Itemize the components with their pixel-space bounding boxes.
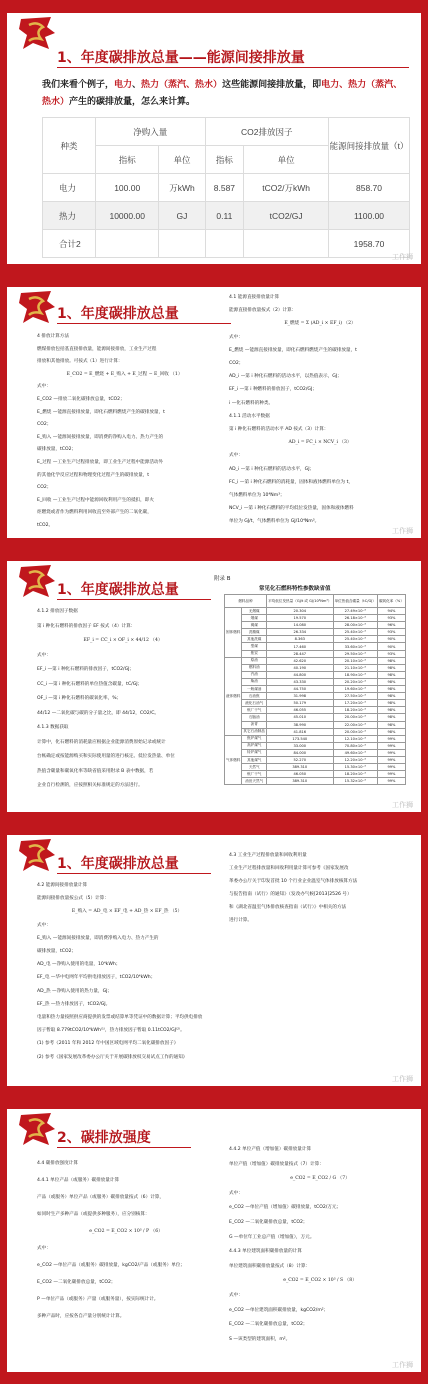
doc-text-line: 式中： (37, 922, 51, 928)
fuel-table-cell: 93% (377, 629, 405, 636)
fuel-table-row (225, 643, 406, 650)
fuel-table-row (225, 686, 406, 693)
fuel-table-cell: 12.10×10⁻³ (333, 735, 377, 742)
doc-text-line: 气体燃料单位为 10⁴Nm³； (229, 493, 285, 498)
doc-text-line: 式中： (229, 453, 243, 459)
slide-emission-intensity (7, 1103, 421, 1377)
fuel-table-cell: 其他煤气 (242, 756, 267, 763)
doc-text-line: 4.4 碳排放强度计算 (37, 1161, 78, 1166)
title-underline (57, 873, 211, 874)
doc-text-line: 4.1.3 数据获取 (37, 725, 69, 730)
doc-text-line: AD_电 —净购入使用的电量，10⁴kWh； (37, 962, 121, 968)
fuel-table-cell: 44.750 (267, 686, 334, 693)
doc-text-line: 第 i 种化石燃料的活动水平 AD 按式（3）计算： (229, 427, 329, 432)
fuel-table-row (225, 615, 406, 622)
fuel-table-row (225, 671, 406, 678)
fuel-table-row (225, 728, 406, 735)
fuel-table-row (225, 714, 406, 721)
slide-top-bar (7, 555, 421, 561)
slide-title: 1、年度碳排放总量 (57, 856, 179, 872)
doc-text-line: 的其他化学反应过程和物理变化过程产生的碳排放量，t (37, 472, 150, 478)
doc-text-line: AD_热 —净购入使用的热力量，GJ； (37, 988, 113, 994)
doc-text-line: 式中： (229, 1293, 243, 1298)
slide-title: 1、年度碳排放总量——能源间接排放量 (57, 50, 305, 66)
slide-bottom-bar (7, 538, 421, 543)
fuel-table-cell: 41.816 (267, 728, 334, 735)
slide-top-bar (7, 7, 421, 13)
title-underline (57, 67, 409, 68)
fuel-table-cell: 99% (377, 771, 405, 778)
fuel-table-cell: 46.055 (267, 707, 334, 714)
doc-text-line: 企业自行检测的，应按照相关标准规定的方法进行。 (37, 783, 143, 788)
slide-indirect-calculation (7, 829, 421, 1091)
fuel-table-cell: 炼厂干气 (242, 771, 267, 778)
doc-text-line: E_CO2 —二氧化碳排放总量，tCO2； (229, 1322, 308, 1328)
slide-bottom-bar (7, 1372, 421, 1377)
fuel-table-cell: 洗精煤 (242, 629, 267, 636)
fuel-table-cell: 44.800 (267, 671, 334, 678)
doc-text-line: 与报告指南（试行）的通知》（发改办气候[2013]2526 号） (229, 892, 352, 897)
fuel-table-cell: 98% (377, 678, 405, 685)
fuel-table-cell: 油田天然气 (242, 778, 267, 785)
fuel-group-label: 固体燃料 (225, 608, 242, 658)
fuel-table-cell: 90% (377, 643, 405, 650)
fuel-table-cell: 20.304 (267, 608, 334, 615)
fuel-table-cell: 28.00×10⁻³ (333, 622, 377, 629)
fuel-table-cell: 高炉煤气 (242, 742, 267, 749)
doc-text-line: 式中： (37, 384, 51, 390)
fuel-table-cell: 柴油 (242, 678, 267, 685)
doc-text-line: 式中： (229, 334, 243, 340)
doc-text-line: 因子暂取 8.779tCO2/10⁴kWh⁽¹⁾，热力排放因子暂取 0.11tCO2/GJ⁽²⁾。 (37, 1028, 185, 1034)
doc-text-line: E_回收 —工业生产过程中能源回收利用产生的抵扣，即火 (37, 497, 154, 503)
fuel-table-cell: 型煤 (242, 643, 267, 650)
fuel-table-cell: 90% (377, 636, 405, 643)
doc-text-line: E_燃烧 —能源直接排放量，即化石燃料燃烧产生的碳排放量，t (229, 347, 357, 353)
doc-text-line: 电量和热力量按照供应商提供的发票或结算单等凭证中的数据计算；平均供电排放 (37, 1015, 203, 1020)
fuel-table-cell: 70.80×10⁻³ (333, 742, 377, 749)
col-purchase-header: 净购入量 (96, 118, 206, 146)
fuel-table-cell: 42.620 (267, 657, 334, 664)
doc-text-line: 革委办公厅关于印发首批 10 个行业企业温室气体排放核算方法 (229, 879, 358, 884)
fuel-table-cell: 27.49×10⁻³ (333, 608, 377, 615)
watermark: 工作狮 (392, 253, 413, 261)
fuel-table-row (225, 778, 406, 785)
fuel-table-cell: 98% (377, 714, 405, 721)
doc-text-line: S —该类型的建筑面积，m²。 (229, 1336, 291, 1342)
fuel-table-cell: 43.330 (267, 678, 334, 685)
fuel-table-cell: 99% (377, 778, 405, 785)
fuel-table-cell: 焦炉煤气 (242, 735, 267, 742)
watermark: 工作狮 (392, 801, 413, 809)
fuel-table-cell: 19.60×10⁻³ (333, 686, 377, 693)
fuel-table-row (225, 657, 406, 664)
fuel-table-row (225, 756, 406, 763)
calligraphy-seal-icon (17, 561, 57, 601)
fuel-table-cell: 8.363 (267, 636, 334, 643)
doc-text-line: EF_电 —华中电网年平均供电排放因子，tCO2/10⁴kWh； (37, 975, 156, 981)
appendix-label: 附录 B (214, 576, 231, 582)
fuel-table-cell: 28.447 (267, 650, 334, 657)
doc-text-line: 44/12 —二氧化碳与碳的分子量之比，即 44/12，CO2/C。 (37, 710, 159, 716)
doc-text-line: 4.1 能源直接排放量计算 (229, 295, 280, 300)
doc-text-line: 式中： (37, 652, 51, 658)
slide-bottom-bar (7, 812, 421, 817)
fuel-table-cell: 27.50×10⁻³ (333, 693, 377, 700)
doc-text-line: e_CO2 = E_CO2 × 10³ / S （8） (283, 1278, 357, 1284)
doc-text-line: e_CO2 —单位产值（增加值）碳排放量，tCO2/万元； (229, 1205, 342, 1211)
fuel-table-cell: 93% (377, 615, 405, 622)
slide-title: 1、年度碳排放总量 (57, 582, 179, 598)
col-factor-header: CO2排放因子 (205, 118, 328, 146)
slide-top-bar (7, 829, 421, 835)
fuel-table-cell: 98% (377, 664, 405, 671)
fuel-table-cell: 40.190 (267, 664, 334, 671)
fuel-table-row (225, 700, 406, 707)
fuel-table-cell: 原油 (242, 657, 267, 664)
fuel-table-row (225, 664, 406, 671)
doc-text-line: 炬燃烧或者作为燃料利用回收直至外部产生的二氧化碳， (37, 510, 152, 516)
doc-text-line: G —单位年工业总产值（增加值），万元。 (229, 1234, 315, 1240)
fuel-table-cell: 沥青 (242, 721, 267, 728)
fuel-table-row (225, 650, 406, 657)
doc-text-line: OF_i —第 i 种化石燃料的碳氧化率，%； (37, 696, 122, 701)
slide-energy-indirect-example (7, 7, 421, 269)
fuel-table-cell: 21.10×10⁻³ (333, 664, 377, 671)
fuel-table-cell: 50.179 (267, 700, 334, 707)
fuel-table-cell: 14.080 (267, 622, 334, 629)
calligraphy-seal-icon (17, 287, 57, 327)
fuel-table-cell: 98% (377, 721, 405, 728)
doc-text-line: P —单位产品（或服务）产量（或服务量），按实际统计计。 (37, 1297, 159, 1302)
fuel-table-cell: 20.20×10⁻³ (333, 678, 377, 685)
fuel-table-cell: 52.270 (267, 756, 334, 763)
doc-text-line: E_CO2 —二氧化碳排放总量，tCO2； (37, 1280, 116, 1285)
table-row: 电力 100.00 万kWh 8.587 tCO2/万kWh 858.70 (43, 174, 410, 202)
fuel-table-cell: 49.60×10⁻³ (333, 749, 377, 756)
doc-text-line: 第 i 种化石燃料的排放因子 EF 按式（4）计算： (37, 623, 136, 629)
fuel-table-row (225, 678, 406, 685)
table-row: 热力 10000.00 GJ 0.11 tCO2/GJ 1100.00 (43, 202, 410, 230)
fuel-table-cell: 94% (377, 608, 405, 615)
doc-text-line: AD_i —第 i 种化石燃料的活动水平，以热值表示，GJ； (229, 374, 342, 380)
slide-top-bar (7, 281, 421, 287)
fuel-table-cell: 无烟煤 (242, 608, 267, 615)
fuel-table-row (225, 721, 406, 728)
doc-text-line: 多种产品时，应按各自产量分别统计计算。 (37, 1314, 125, 1319)
fuel-table-row (225, 693, 406, 700)
fuel-group-label: 气体燃料 (225, 735, 242, 785)
doc-text-line: 单位产值（增加值）碳排放量按式（7）计算： (229, 1161, 324, 1167)
fuel-table-row (225, 629, 406, 636)
doc-text-line: 单位建筑面积碳排放量按式（8）计算： (229, 1263, 311, 1269)
doc-text-line: 能源间接排放量按公式（5）计算： (37, 896, 109, 902)
fuel-table-cell: 一般煤油 (242, 686, 267, 693)
doc-text-line: CO2； (229, 361, 244, 366)
doc-text-line: CO2； (37, 485, 52, 491)
doc-text-line: 工业生产过程排放量和回收利用量计算可参考《国家发展改 (229, 866, 349, 871)
fuel-table-cell: 98% (377, 707, 405, 714)
doc-text-line: E_购入 —能源间接排放量，即消费的净购入电力、热力产生的 (37, 434, 164, 440)
fuel-table-row (225, 622, 406, 629)
doc-text-line: 4.1.1 活动水平数据 (229, 413, 270, 419)
fuel-table-cell: 98% (377, 728, 405, 735)
fuel-table-cell: 98% (377, 657, 405, 664)
fuel-table-row (225, 764, 406, 771)
doc-text-line: 产品（或服务）单位产品（或服务）碳排放量按式（6）计算， (37, 1195, 164, 1200)
fuel-table-cell: 石脑油 (242, 714, 267, 721)
doc-text-line: (2) 参考《国家发展改革委办公厅关于开展碳排放权交易试点工作的通知》 (37, 1054, 188, 1060)
fuel-table-cell: 25.40×10⁻³ (333, 636, 377, 643)
doc-text-line: EF_热 —热力排放因子，tCO2/GJ。 (37, 1001, 111, 1007)
doc-text-line: 如同时生产多种产品（或提供多种服务），应分别核算： (37, 1212, 150, 1217)
fuel-table-cell: 20.00×10⁻³ (333, 728, 377, 735)
doc-text-line: e_CO2 = E_CO2 / G （7） (290, 1176, 350, 1182)
doc-text-line: E_CO2 —排放二氧化碳排放总量，tCO2； (37, 397, 125, 402)
table-total-row: 合计2 1958.70 (43, 230, 410, 258)
doc-text-line: E_过程 —工业生产过程排放量，即工业生产过程中能源活动外 (37, 460, 164, 465)
fuel-table-cell: 45.010 (267, 714, 334, 721)
fuel-table-cell: 石油焦 (242, 693, 267, 700)
fuel-table-cell: 17.20×10⁻³ (333, 700, 377, 707)
doc-text-line: 碳排放量，tCO2； (37, 949, 77, 954)
fuel-table-cell: 25.40×10⁻³ (333, 629, 377, 636)
doc-text-line: 4.4.1 单位产品（或服务）碳排放量计算 (37, 1178, 120, 1183)
fuel-table-cell: 燃料油 (242, 664, 267, 671)
col-emission-header: 能源间接排放量（t） (329, 118, 410, 174)
doc-text-line: 和《湖北省温室气体排放核查指南（试行）》中相关的方法 (229, 905, 347, 910)
doc-text-line: EF_i —第 i 种化石燃料的排放因子，tCO2/GJ； (37, 667, 135, 672)
fuel-table-cell: 18.20×10⁻³ (333, 771, 377, 778)
fuel-table-cell: 99% (377, 742, 405, 749)
watermark: 工作狮 (392, 1075, 413, 1083)
sub-indicator-header: 指标 (205, 146, 244, 174)
doc-text-line: 计算中，化石燃料的消耗量应根据企业能源消费原始记录或统计 (37, 739, 166, 745)
fuel-table-cell: 其它石油制品 (242, 728, 267, 735)
doc-text-line: E_CO2 = E_燃烧 + E_购入 + E_过程 − E_回收 （1） (66, 371, 183, 377)
fuel-table-cell: 99% (377, 756, 405, 763)
doc-text-line: e_CO2 = E_CO2 × 10³ / P （6） (89, 1229, 163, 1234)
doc-text-line: 式中： (37, 1246, 51, 1251)
fuel-table-cell: 22.00×10⁻³ (333, 721, 377, 728)
fuel-table-cell: 17.460 (267, 643, 334, 650)
slide-emission-factor (7, 555, 421, 817)
fuel-table-cell: 33.000 (267, 742, 334, 749)
calligraphy-seal-icon (17, 835, 57, 875)
doc-text-line: 4.1.2 排放因子数据 (37, 609, 78, 614)
fuel-table-row (225, 707, 406, 714)
doc-text-line: 碳排放量，tCO2； (37, 447, 77, 453)
watermark: 工作狮 (392, 1361, 413, 1369)
fuel-table-cell: 20.00×10⁻³ (333, 714, 377, 721)
emission-table (42, 117, 410, 258)
fuel-table-cell: 炼厂干气 (242, 707, 267, 714)
fuel-table-cell: 98% (377, 700, 405, 707)
slide-title: 2、碳排放强度 (57, 1130, 151, 1146)
doc-text-line: FC_i —第 i 种化石燃料的消耗量，固体和液体燃料单位为 t， (229, 479, 353, 485)
fuel-table-cell: 26.18×10⁻³ (333, 615, 377, 622)
doc-text-line: NCV_i —第 i 种化石燃料的平均低位发热量，固体和液体燃料 (229, 506, 354, 512)
sub-unit-header: 单位 (244, 146, 329, 174)
doc-text-line: E_购入 = AD_电 × EF_电 + AD_热 × EF_热 （5） (71, 909, 183, 915)
intro-text: 我们来看个例子，电力、热力（蒸汽、热水）这些能源间接排放量，即电力、热力（蒸汽、热水）产生的碳排放量，怎么来计算。 (42, 80, 403, 107)
fuel-table-cell: 12.20×10⁻³ (333, 756, 377, 763)
doc-text-line: AD_i —第 i 种化石燃料的活动水平，GJ； (229, 466, 315, 472)
doc-text-line: 台帐确定或按能源购买和实际使用量的进行核定。低位发热量、单位 (37, 754, 175, 759)
doc-text-line: 4.4.2 单位产值（增加值）碳排放量计算 (229, 1147, 312, 1152)
fuel-table-cell: 天然气 (242, 764, 267, 771)
calligraphy-seal-icon (17, 1109, 57, 1149)
doc-text-line: 燃煤排放包括基直接排放量，能源间接排放，工业生产过程 (37, 346, 157, 352)
doc-text-line: 能源直接排放量按式（2）计算： (229, 308, 297, 314)
slide-top-bar (7, 1103, 421, 1109)
fuel-table-cell: 389.310 (267, 778, 334, 785)
fuel-table-cell: 褐煤 (242, 622, 267, 629)
doc-text-line: EF_i —第 i 种燃料的排放因子，tCO2/GJ； (229, 387, 317, 393)
doc-text-line: e_CO2 —单位产品（或服务）碳排放量，kgCO2/产品（或服务）单位； (37, 1263, 186, 1268)
calligraphy-seal-icon (17, 13, 57, 53)
slide-bottom-bar (7, 264, 421, 269)
fuel-table-row (225, 771, 406, 778)
fuel-table-row (225, 608, 406, 615)
fuel-table-row (225, 742, 406, 749)
doc-text-line: E_CO2 —二氧化碳排放总量，tCO2； (229, 1220, 308, 1225)
doc-text-line: 4 排放计算方法 (37, 334, 69, 339)
fuel-table-cell: 84.000 (267, 749, 334, 756)
fuel-table-cell: 38.990 (267, 721, 334, 728)
doc-text-line: (1) 参考《2011 年和 2012 年中国区域电网平均二氧化碳排放因子》 (37, 1041, 179, 1047)
doc-text-line: tCO2。 (37, 523, 54, 528)
fuel-table-cell: 99% (377, 749, 405, 756)
fuel-table-cell: 其他洗煤 (242, 636, 267, 643)
fuel-table-cell: 173.540 (267, 735, 334, 742)
doc-text-line: e_CO2 —单位建筑面积碳排放量，kgCO2/m²； (229, 1307, 329, 1313)
title-underline (57, 323, 231, 324)
doc-text-line: AD_i = FC_i × NCV_i （3） (288, 440, 352, 446)
doc-text-line: CO2； (37, 422, 52, 428)
fuel-table-cell: 29.50×10⁻³ (333, 650, 377, 657)
fuel-table-cell: 18.20×10⁻³ (333, 707, 377, 714)
slide-calculation-method (7, 281, 421, 543)
fuel-table-cell: 15.32×10⁻³ (333, 778, 377, 785)
sub-indicator-header: 指标 (96, 146, 159, 174)
fuel-group-label: 液体燃料 (225, 657, 242, 735)
fuel-table-cell: 烟煤 (242, 615, 267, 622)
fuel-table-cell: 46.050 (267, 771, 334, 778)
title-underline (57, 599, 211, 600)
doc-text-line: 4.2 能源间接排放量计算 (37, 883, 88, 888)
doc-text-line: EF_i = CC_i × OF_i × 44/12 （4） (83, 638, 163, 643)
fuel-table-row (225, 735, 406, 742)
fuel-table-cell: 93% (377, 650, 405, 657)
doc-text-line: 4.3 工业生产过程排放量和回收利用量 (229, 853, 307, 858)
doc-text-line: 热值含碳量和碳氧化率等缺省值采用附录 B 表中数据，若 (37, 768, 154, 774)
fuel-table-cell: 99% (377, 764, 405, 771)
doc-text-line: E_燃烧 = Σ (AD_i × EF_i) （2） (284, 321, 356, 327)
doc-text-line: i —化石燃料的种类。 (229, 400, 274, 406)
fuel-table-row (225, 749, 406, 756)
fuel-table-cell: 33.60×10⁻³ (333, 643, 377, 650)
doc-text-line: 单位为 GJ/t，气体燃料单位为 GJ/10⁴Nm³。 (229, 519, 320, 525)
slide-bottom-bar (7, 1086, 421, 1091)
sub-unit-header: 单位 (159, 146, 205, 174)
doc-text-line: 4.4.3 单位建筑面积碳排放量的计算 (229, 1249, 302, 1255)
watermark: 工作狮 (392, 527, 413, 535)
doc-text-line: E_购入 —能源间接排放量，即消费净购入电力、热力产生的 (37, 935, 159, 941)
fuel-table-cell: 98% (377, 671, 405, 678)
fuel-table-title: 常见化石燃料特性参数缺省值 (259, 586, 331, 592)
fuel-table-cell: 19.570 (267, 615, 334, 622)
fuel-table-cell: 转炉煤气 (242, 749, 267, 756)
fuel-table-cell: 31.998 (267, 693, 334, 700)
fuel-table-cell: 液化石油气 (242, 700, 267, 707)
doc-text-line: 式中： (229, 1190, 243, 1196)
doc-text-line: 进行计算。 (229, 918, 252, 923)
fuel-table-cell: 汽油 (242, 671, 267, 678)
fuel-table-cell: 焦炭 (242, 650, 267, 657)
fuel-table-cell: 20.10×10⁻³ (333, 657, 377, 664)
title-underline (57, 1147, 191, 1148)
fuel-table-row (225, 636, 406, 643)
col-type-header: 种类 (43, 118, 96, 174)
fuel-table-cell: 98% (377, 686, 405, 693)
fuel-table-cell: 99% (377, 735, 405, 742)
fuel-table-cell: 98% (377, 693, 405, 700)
fuel-table-cell: 96% (377, 622, 405, 629)
fuel-table-cell: 389.310 (267, 764, 334, 771)
doc-text-line: CC_i —第 i 种化石燃料的单位热值含碳量，tC/GJ； (37, 681, 143, 687)
doc-text-line: E_燃烧 —能源直接排放量，即化石燃料燃烧产生的碳排放量，t (37, 409, 165, 415)
fuel-parameter-table: 燃料品种 平均低位发热量（GJ/t 或 GJ/10⁴Nm³） 单位热值含碳量（tC/GJ） 碳氧化率（%） 固体燃料 无烟煤 20.304 27.49×10⁻³ 94% 烟煤 19.570 26.18×10⁻³ 93% 褐煤 14.080 28.00×10⁻³ 96% 洗精煤 26.334 25.40×10⁻³ 93% 其他洗煤 8.363 25.40×10⁻³ 90% 型煤 17.460 33.60×10⁻³ 90% 焦炭 28.447 29.50×10⁻³ 93% 液体燃料 原油 42.620 20.10×10⁻³ 98% 燃料油 40.190 21.10×10⁻³ 98% 汽油 44.800 18.90×10⁻³ 98% 柴油 43.330 20.20×10⁻³ 98% 一般煤油 44.750 19.60×10⁻³ 98% 石油焦 31.998 27.50×10⁻³ 98% 液化石油气 50.179 17.20×10⁻³ 98% 炼厂干气 46.055 18.20×10⁻³ 98% 石脑油 45.010 20.00×10⁻³ 98% 沥青 38.990 22.00×10⁻³ 98% 其它石油制品 41.816 20.00×10⁻³ 98% 气体燃料 焦炉煤气 173.540 12.10×10⁻³ 99% 高炉煤气 33.000 70.80×10⁻³ 99% 转炉煤气 84.000 49.60×10⁻³ 99% 其他煤气 52.270 12.20×10⁻³ 99% 天然气 389.310 15.30×10⁻³ 99% 炼厂干气 46.050 18.20×10⁻³ 99% 油田天然气 389.310 15.32×10⁻³ 99% (224, 594, 406, 785)
slide-title: 1、年度碳排放总量 (57, 306, 179, 322)
doc-text-line: 排放和其他排放。可按式（1）进行计算： (37, 359, 123, 365)
fuel-table-cell: 15.30×10⁻³ (333, 764, 377, 771)
fuel-table-cell: 26.334 (267, 629, 334, 636)
fuel-table-cell: 18.90×10⁻³ (333, 671, 377, 678)
